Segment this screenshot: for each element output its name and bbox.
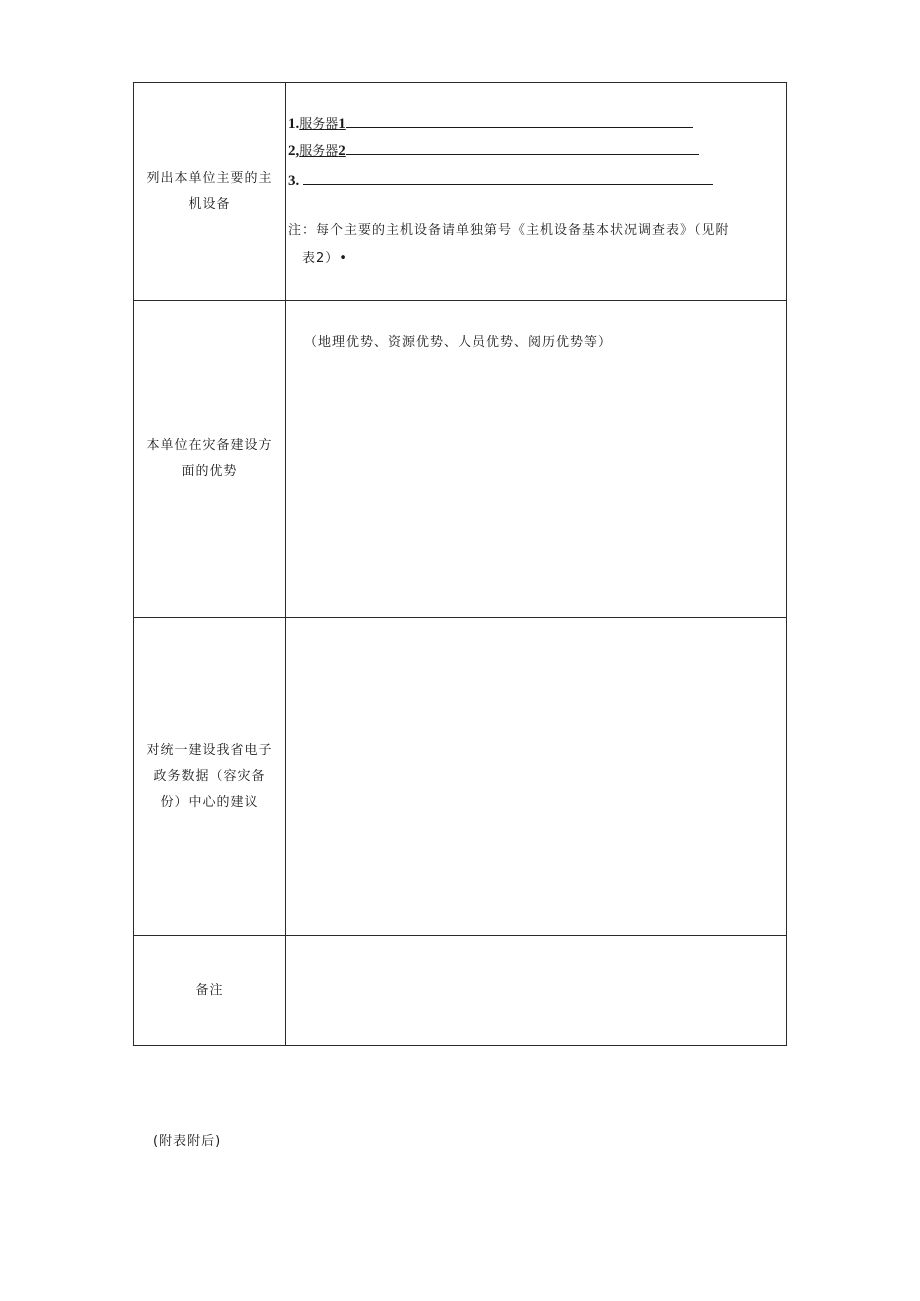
label-suggestions: 对统一建设我省电子政务数据（容灾备份）中心的建议 xyxy=(146,742,273,810)
server-entry-3[interactable] xyxy=(288,171,713,190)
note-line-1: 注：每个主要的主机设备请单独第号《主机设备基本状况调查表》（见附 xyxy=(288,223,730,238)
label-cell-remarks xyxy=(134,936,286,1046)
content-cell-host-devices[interactable] xyxy=(286,83,787,301)
row-host-devices xyxy=(134,83,787,301)
server-2-blank-line[interactable] xyxy=(346,141,699,155)
server-2-name: 服务器2 xyxy=(299,143,346,159)
row-remarks xyxy=(134,936,787,1046)
survey-form-table xyxy=(133,82,787,1046)
server-1-name: 服务器1 xyxy=(299,116,346,132)
label-host-devices: 列出本单位主要的主机设备 xyxy=(146,170,273,212)
label-cell-advantages xyxy=(134,301,286,618)
content-cell-suggestions[interactable] xyxy=(286,618,787,936)
server-entry-2[interactable] xyxy=(288,141,699,161)
host-device-note xyxy=(288,217,786,273)
server-1-number: 1. xyxy=(288,116,300,132)
advantages-hint: （地理优势、资源优势、人员优势、阅历优势等） xyxy=(304,335,613,350)
label-cell-suggestions xyxy=(134,618,286,936)
note-line-2: 表2）• xyxy=(302,251,348,266)
attachment-footer-note: (附表附后) xyxy=(153,1134,222,1149)
server-2-number: 2, xyxy=(288,143,300,159)
label-advantages: 本单位在灾备建设方面的优势 xyxy=(146,438,273,479)
server-1-blank-line[interactable] xyxy=(346,114,693,128)
row-advantages xyxy=(134,301,787,618)
label-remarks: 备注 xyxy=(195,982,224,998)
server-3-blank-line[interactable] xyxy=(303,171,713,185)
content-cell-advantages[interactable] xyxy=(286,301,787,618)
server-3-number: 3. xyxy=(288,173,300,189)
label-cell-host-devices xyxy=(134,83,286,301)
content-cell-remarks[interactable] xyxy=(286,936,787,1046)
row-suggestions xyxy=(134,618,787,936)
server-entry-1[interactable] xyxy=(288,114,693,134)
